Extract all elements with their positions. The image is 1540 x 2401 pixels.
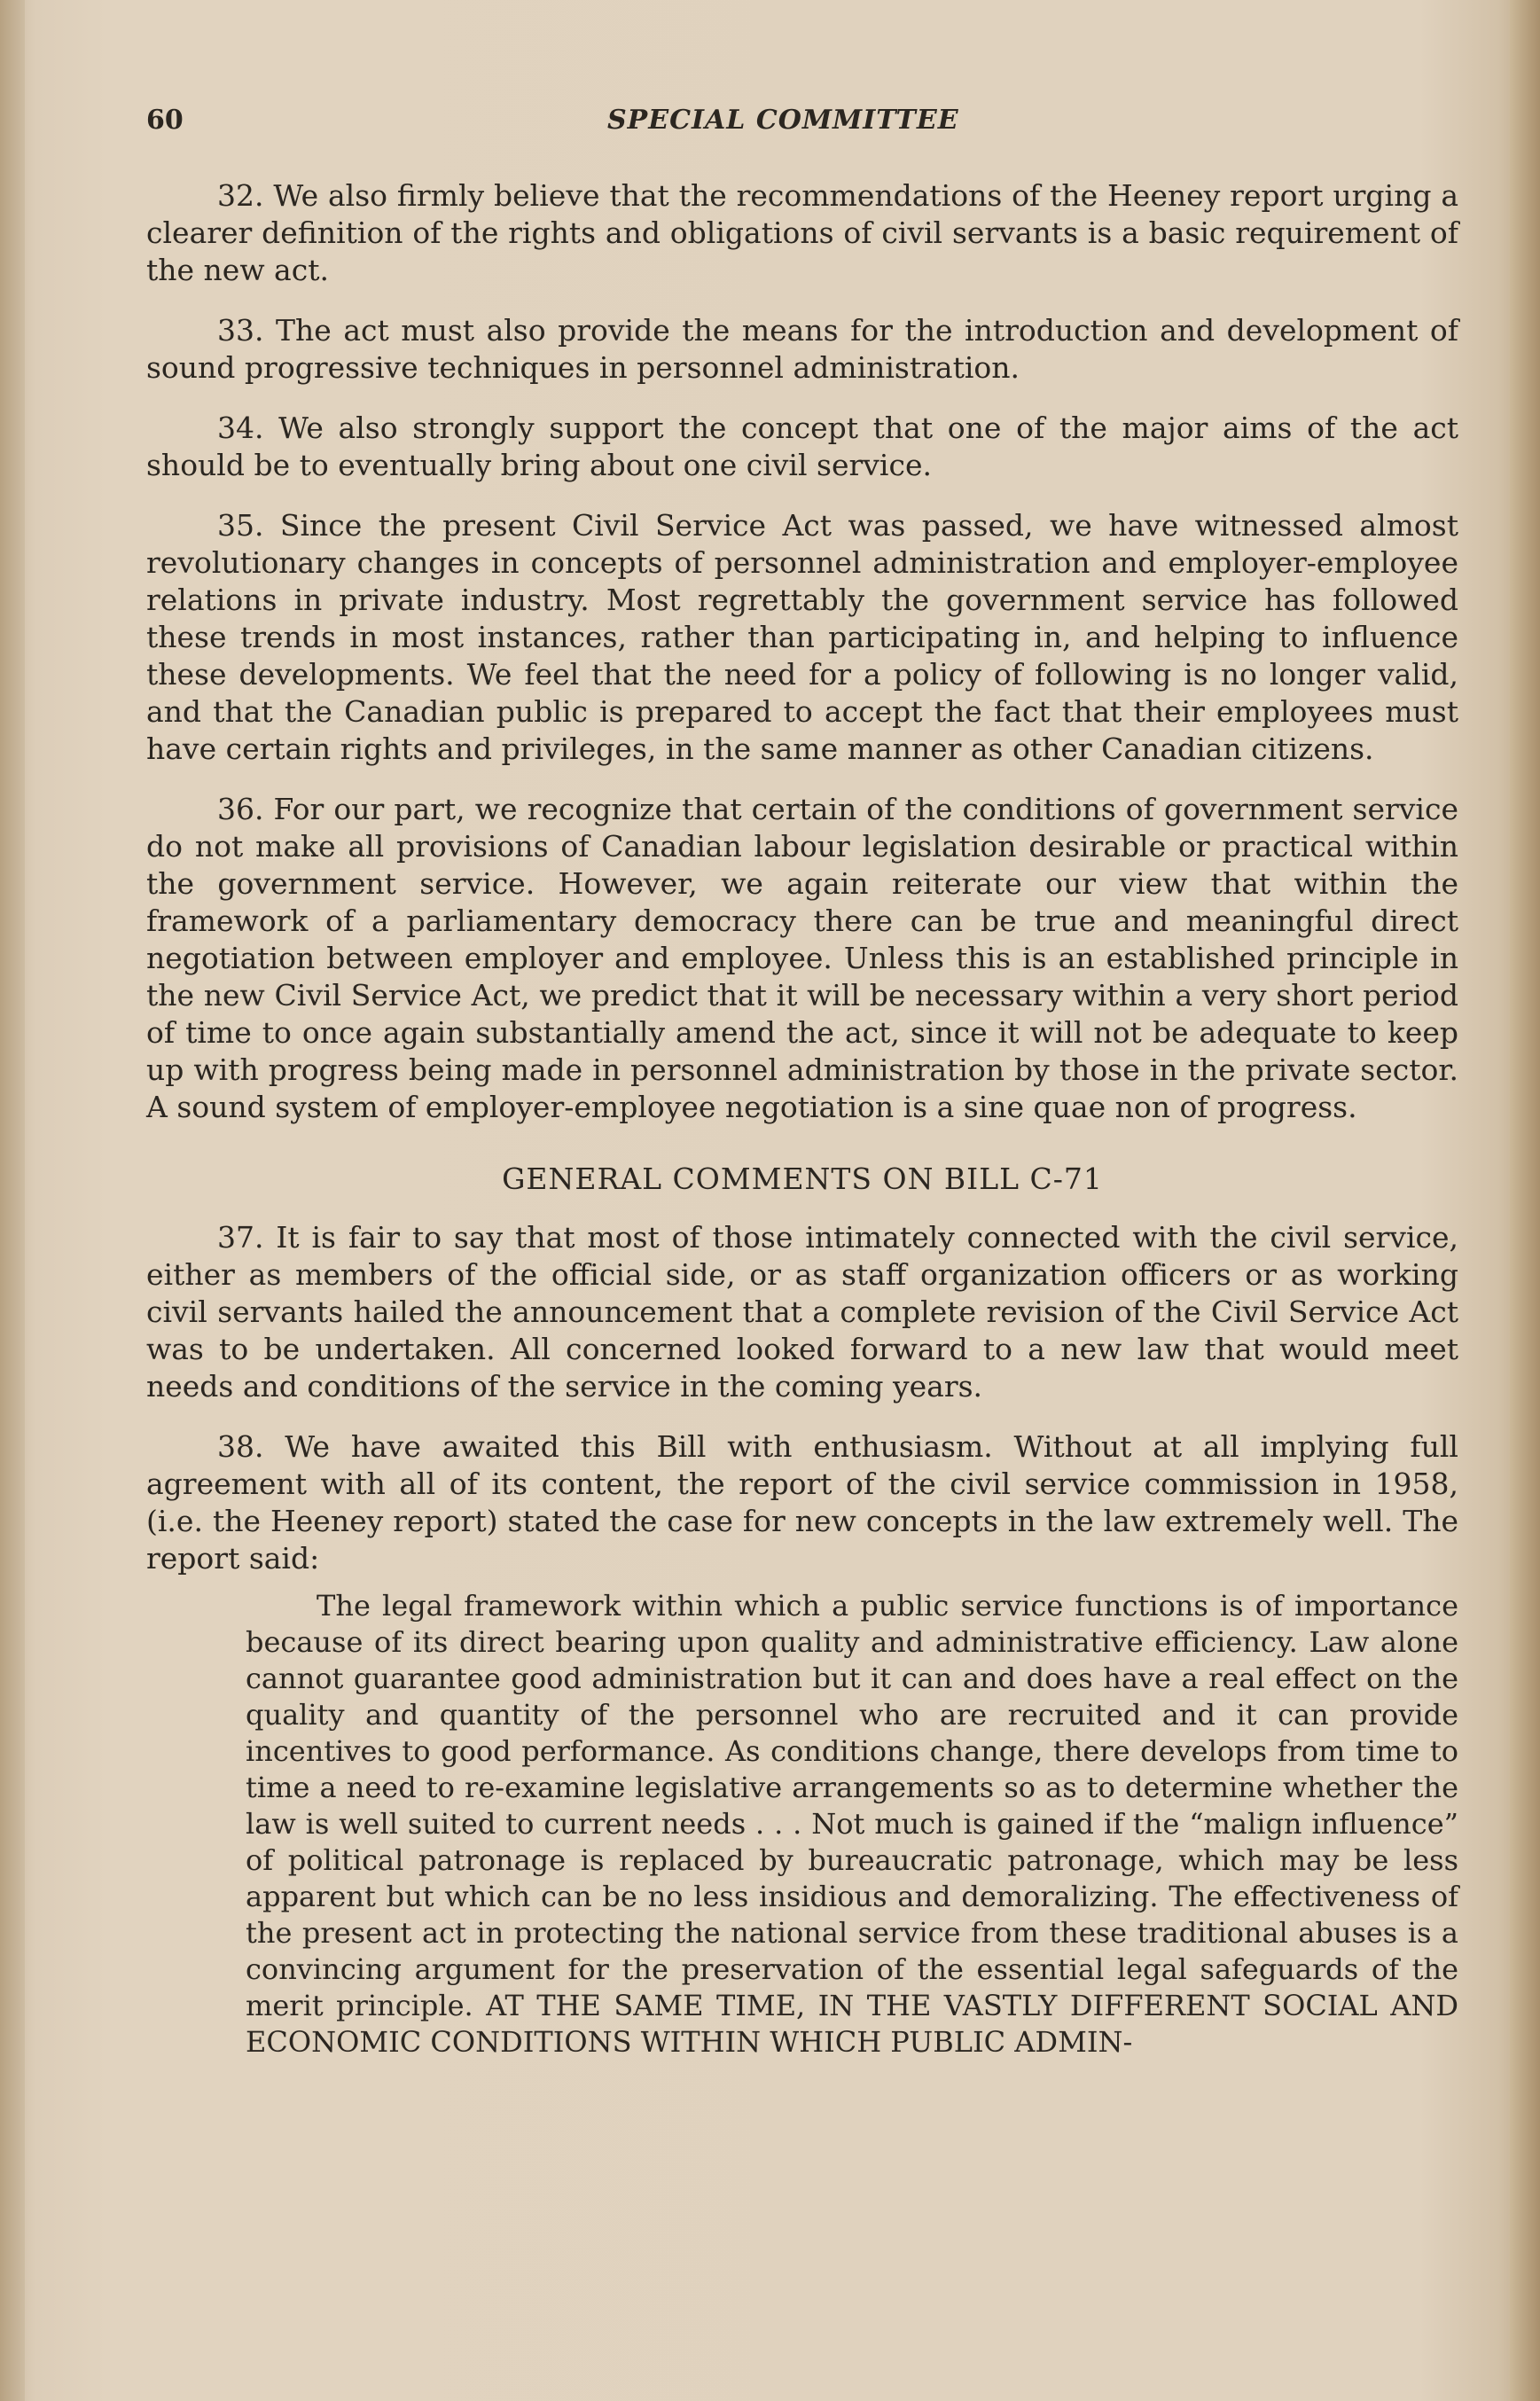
block-quote: The legal framework within which a public service functions is of importance because of its direct bearing upon quality and administrative efficiency. Law alone cannot guarantee good administration but it can and does have a real effect on the quality and quantity of the personnel who are recruited and it can provide incentives to good performance. As conditions change, there develops from time to time a need to re-examine legislative arrangements so as to determine whether the law is well suited to current needs . . . Not much is gained if the “malign influence” of political patronage is replaced by bureaucratic patronage, which may be less apparent but which can be no less insidious and demoralizing. The effectiveness of the present act in protecting the national service from these traditional abuses is a convincing argument for the preservation of the essential legal safeguards of the merit principle. AT THE SAME TIME, IN THE VASTLY DIFFERENT SOCIAL AND ECONOMIC CONDITIONS WITHIN WHICH PUBLIC ADMIN- bbox=[246, 1589, 1458, 2059]
page-body bbox=[146, 177, 1458, 2061]
page-number: 60 bbox=[146, 105, 184, 136]
paragraph-36: 36. For our part, we recognize that certain of the conditions of government service do not make all provisions of Canadian labour legislation desirable or practical within the government service. However, we again reiterate our view that within the framework of a parliamentary democracy there can be true and meaningful direct negotiation between employer and employee. Unless this is an established principle in the new Civil Service Act, we predict that it will be necessary within a very short period of time to once again substantially amend the act, since it will not be adequate to keep up with progress being made in personnel administration by those in the private sector. A sound system of employer-employee negotiation is a sine quae non of progress. bbox=[146, 792, 1458, 1124]
page-edge-right bbox=[1510, 0, 1540, 2401]
paragraph-33: 33. The act must also provide the means for the introduction and development of sound progressive techniques in personnel administration. bbox=[146, 313, 1458, 385]
page-edge-left bbox=[0, 0, 25, 2401]
paragraph-35: 35. Since the present Civil Service Act was passed, we have witnessed almost revolutionary changes in concepts of personnel administration and employer-employee relations in private industry. Most regrettably the government service has followed these trends in most instances, rather than participating in, and helping to influence these developments. We feel that the need for a policy of following is no longer valid, and that the Canadian public is prepared to accept the fact that their employees must have certain rights and privileges, in the same manner as other Canadian citizens. bbox=[146, 508, 1458, 766]
paragraph-34: 34. We also strongly support the concept that one of the major aims of the act should be to eventually bring about one civil service. bbox=[146, 411, 1458, 482]
section-heading: GENERAL COMMENTS ON BILL C-71 bbox=[502, 1161, 1103, 1196]
paragraph-37: 37. It is fair to say that most of those intimately connected with the civil service, either as members of the official side, or as staff organization officers or as working civil servants hailed the announcement that a complete revision of the Civil Service Act was to be undertaken. All concerned looked forward to a new law that would meet needs and conditions of the service in the coming years. bbox=[146, 1220, 1458, 1404]
paragraph-38: 38. We have awaited this Bill with enthusiasm. Without at all implying full agreement with all of its content, the report of the civil service commission in 1958, (i.e. the Heeney report) stated the case for new concepts in the law extremely well. The report said: bbox=[146, 1429, 1458, 1576]
page-header bbox=[146, 105, 1450, 149]
running-head: SPECIAL COMMITTEE bbox=[607, 105, 959, 136]
paragraph-32: 32. We also firmly believe that the recommendations of the Heeney report urging a clearer definition of the rights and obligations of civil servants is a basic requirement of the new act. bbox=[146, 178, 1458, 287]
